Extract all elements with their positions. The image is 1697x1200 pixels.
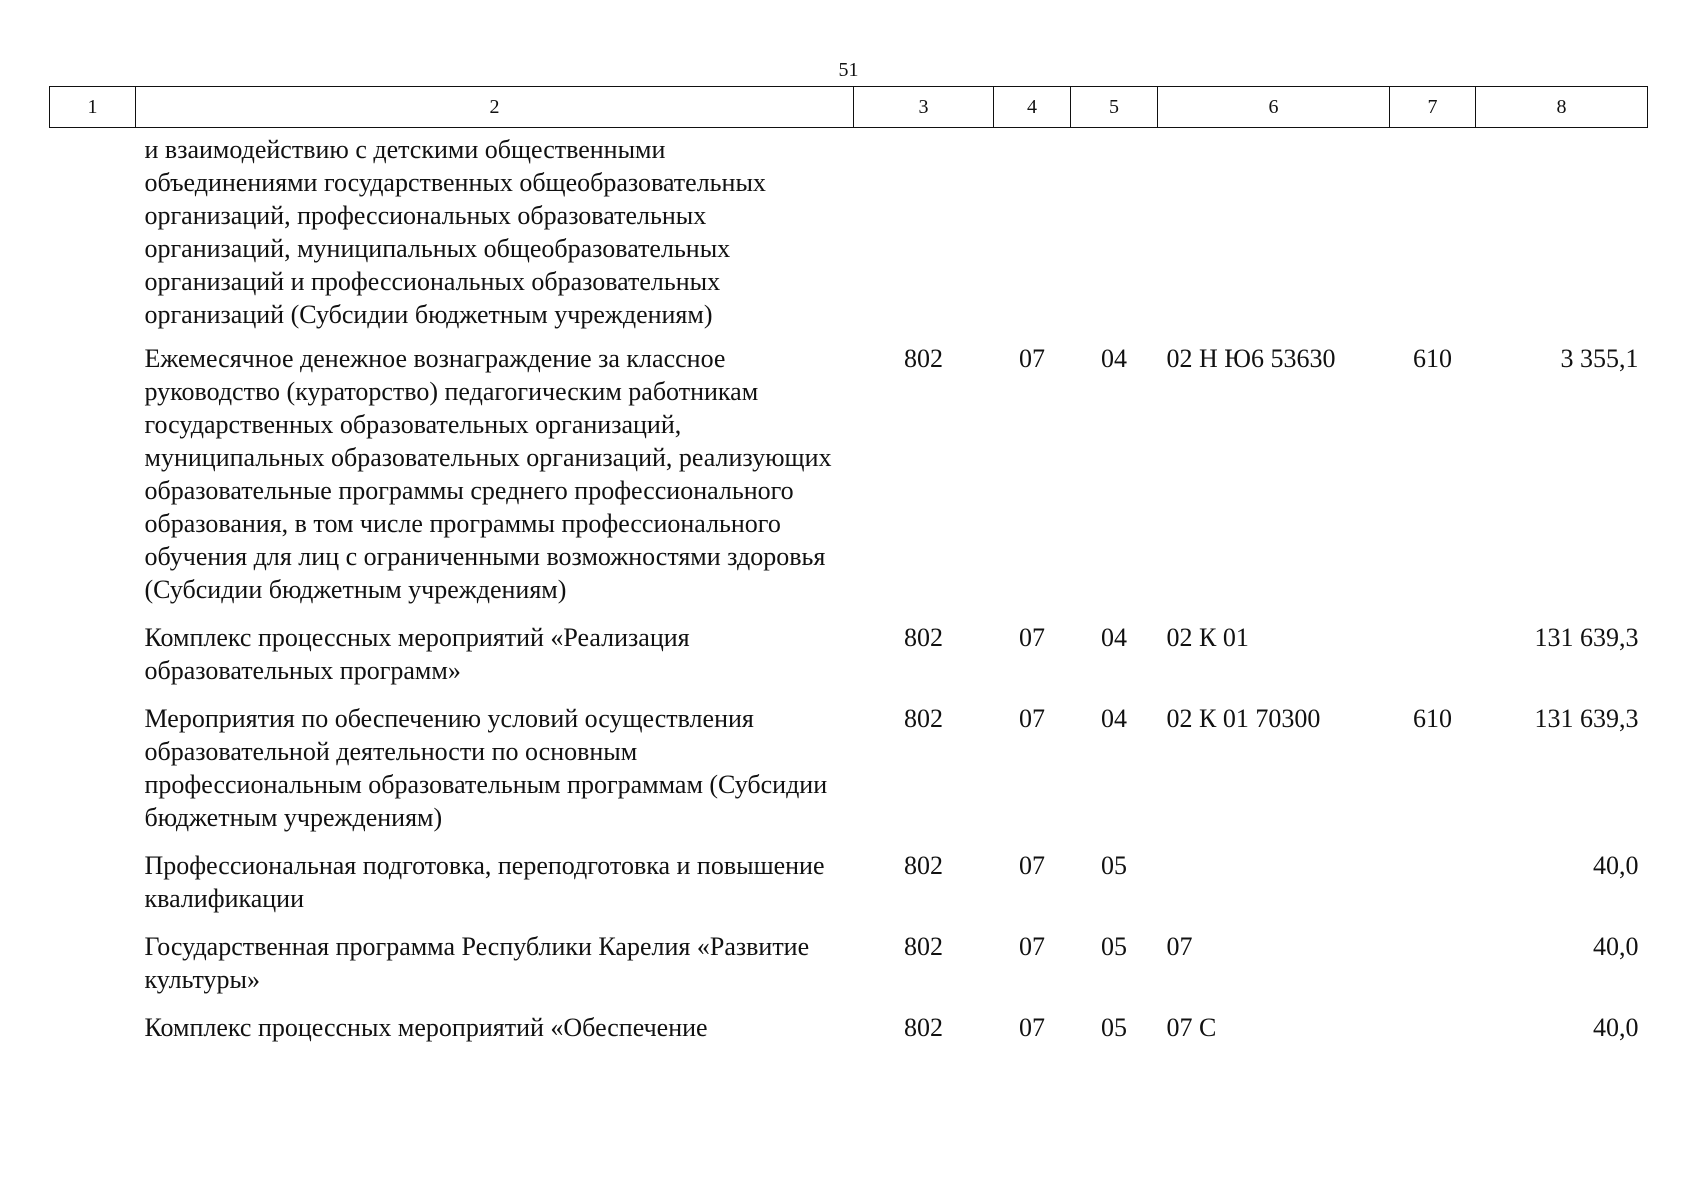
table-row [50, 128, 1648, 343]
row-number-cell [50, 930, 136, 1011]
expense-type-cell [1390, 849, 1476, 930]
row-number-cell [50, 849, 136, 930]
table-header [50, 87, 1648, 128]
amount-cell: 40,0 [1593, 1013, 1639, 1042]
column-header-3: 3 [854, 87, 994, 128]
amount-cell: 131 639,3 [1534, 704, 1639, 733]
table-row [50, 621, 1648, 702]
expense-type-cell [1390, 621, 1476, 702]
description-cell: Комплекс процессных мероприятий «Обеспечение [144, 1013, 708, 1042]
subsection-code-cell: 04 [1101, 344, 1127, 373]
header-row [50, 87, 1648, 128]
table-row [50, 1011, 1648, 1059]
section-code-cell: 07 [1019, 623, 1045, 652]
ministry-code-cell: 802 [904, 1013, 943, 1042]
section-code-cell: 07 [1019, 851, 1045, 880]
column-header-7: 7 [1390, 87, 1476, 128]
description-cell: Ежемесячное денежное вознаграждение за классное руководство (кураторство) педагогическим работникам государственных образовательных организаций, муниципальных образовательных организаций, реализующих образовательные программы среднего профессионального образования, в том числе программы профессионального обучения для лиц с ограниченными возможностями здоровья (Субсидии бюджетным учреждениям) [144, 344, 832, 604]
expense-type-cell: 610 [1413, 344, 1452, 373]
subsection-code-cell: 04 [1101, 623, 1127, 652]
amount-cell: 131 639,3 [1534, 623, 1639, 652]
row-number-cell [50, 1011, 136, 1059]
ministry-code-cell: 802 [904, 851, 943, 880]
target-item-cell: 07 [1166, 932, 1193, 961]
target-item-cell: 02 К 01 [1166, 623, 1249, 652]
target-item-cell: 02 Н Ю6 53630 [1166, 344, 1336, 373]
expense-type-cell [1390, 930, 1476, 1011]
target-item-cell [1158, 849, 1390, 930]
ministry-code-cell [854, 128, 994, 343]
description-cell: Комплекс процессных мероприятий «Реализация образовательных программ» [144, 623, 690, 685]
section-code-cell: 07 [1019, 704, 1045, 733]
subsection-code-cell: 05 [1101, 932, 1127, 961]
table-body [50, 128, 1648, 1060]
expense-type-cell [1390, 1011, 1476, 1059]
section-code-cell: 07 [1019, 1013, 1045, 1042]
target-item-cell: 02 К 01 70300 [1166, 704, 1321, 733]
column-header-5: 5 [1071, 87, 1158, 128]
section-code-cell: 07 [1019, 344, 1045, 373]
amount-cell [1476, 128, 1648, 343]
subsection-code-cell: 04 [1101, 704, 1127, 733]
row-number-cell [50, 621, 136, 702]
expense-type-cell [1390, 128, 1476, 343]
expense-type-cell: 610 [1413, 704, 1452, 733]
section-code-cell: 07 [1019, 932, 1045, 961]
target-item-cell: 07 С [1166, 1013, 1217, 1042]
column-header-4: 4 [994, 87, 1071, 128]
ministry-code-cell: 802 [904, 932, 943, 961]
budget-table [49, 86, 1648, 1059]
description-cell: Государственная программа Республики Карелия «Развитие культуры» [144, 932, 810, 994]
description-cell: Профессиональная подготовка, переподготовка и повышение квалификации [144, 851, 825, 913]
ministry-code-cell: 802 [904, 344, 943, 373]
ministry-code-cell: 802 [904, 623, 943, 652]
column-header-6: 6 [1158, 87, 1390, 128]
subsection-code-cell [1071, 128, 1158, 343]
table-row [50, 849, 1648, 930]
column-header-1: 1 [50, 87, 136, 128]
subsection-code-cell: 05 [1101, 851, 1127, 880]
section-code-cell [994, 128, 1071, 343]
row-number-cell [50, 342, 136, 621]
page-number: 51 [838, 59, 859, 81]
description-cell: Мероприятия по обеспечению условий осуществления образовательной деятельности по основным профессиональным образовательным программам (Субсидии бюджетным учреждениям) [144, 704, 828, 832]
row-number-cell [50, 128, 136, 343]
row-number-cell [50, 702, 136, 849]
description-cell: и взаимодействию с детскими общественными объединениями государственных общеобразовательных организаций, профессиональных образовательных организаций, муниципальных общеобразовательных организаций и профессиональных образовательных организаций (Субсидии бюджетным учреждениям) [144, 135, 766, 329]
ministry-code-cell: 802 [904, 704, 943, 733]
amount-cell: 40,0 [1593, 851, 1639, 880]
table-row [50, 702, 1648, 849]
amount-cell: 3 355,1 [1560, 344, 1639, 373]
target-item-cell [1158, 128, 1390, 343]
table-row [50, 342, 1648, 621]
amount-cell: 40,0 [1593, 932, 1639, 961]
subsection-code-cell: 05 [1101, 1013, 1127, 1042]
table-row [50, 930, 1648, 1011]
column-header-8: 8 [1476, 87, 1648, 128]
column-header-2: 2 [136, 87, 854, 128]
